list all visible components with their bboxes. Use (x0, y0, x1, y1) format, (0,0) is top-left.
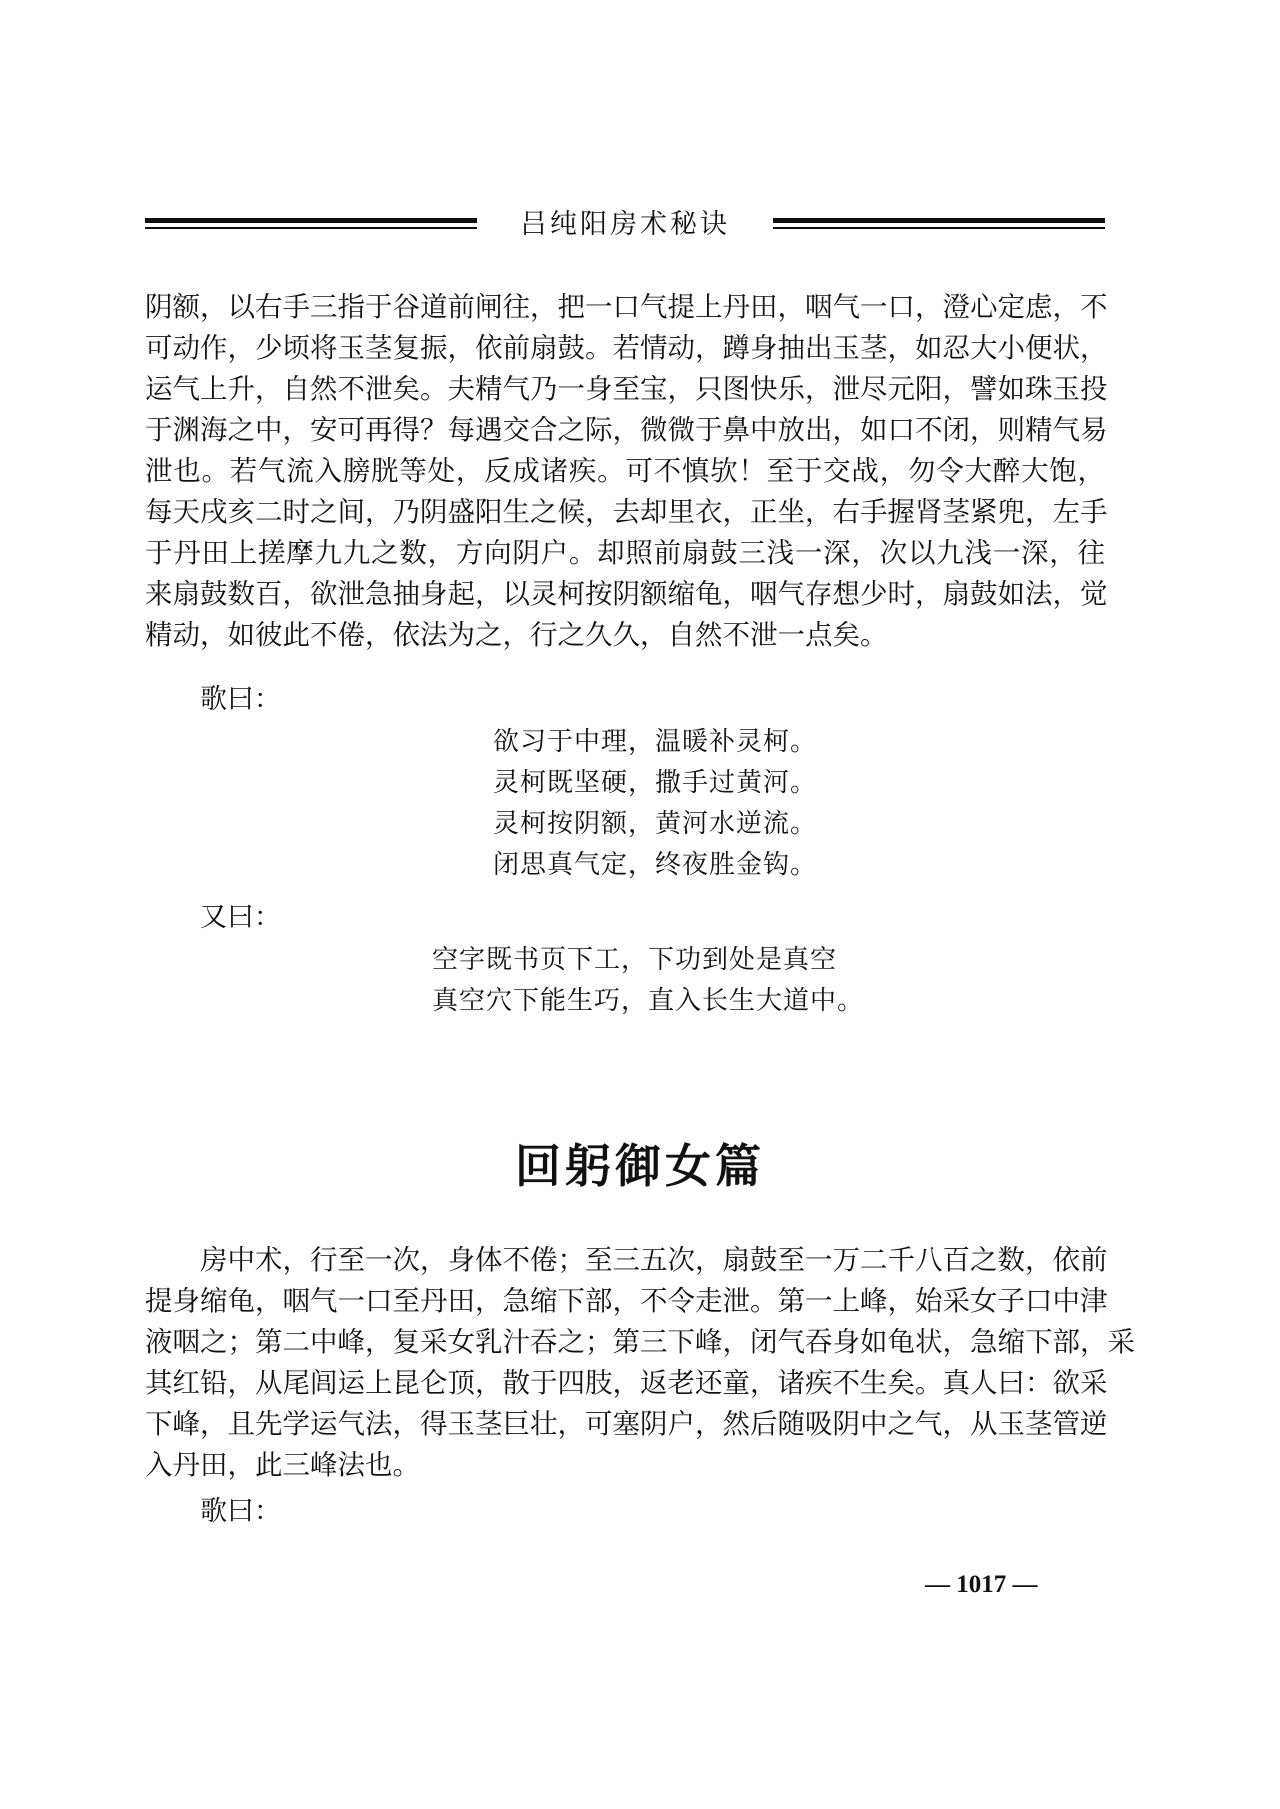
song-1-label: 歌曰： (200, 684, 281, 715)
paragraph-line: 于丹田上搓摩九九之数，方向阴户。却照前扇鼓三浅一深，次以九浅一深，往 (145, 537, 1105, 569)
paragraph-line: 房中术，行至一次，身体不倦；至三五次，扇鼓至一万二千八百之数，依前 (200, 1244, 1108, 1276)
paragraph-line: 每天戌亥二时之间，乃阴盛阳生之候，去却里衣，正坐，右手握肾茎紧兜，左手 (145, 496, 1108, 528)
paragraph-line: 液咽之；第二中峰，复采女乳汁吞之；第三下峰，闭气吞身如龟状，急缩下部，采 (145, 1326, 1135, 1358)
verse-line: 闭思真气定，终夜胜金钩。 (493, 850, 818, 880)
paragraph-line: 阴额，以右手三指于谷道前闸往，把一口气提上丹田，咽气一口，澄心定虑，不 (145, 291, 1108, 323)
page-number: — 1017 — (925, 1571, 1038, 1598)
song-2-label: 又曰： (200, 902, 281, 933)
running-header-title: 吕纯阳房术秘诀 (520, 209, 730, 240)
section-title: 回躬御女篇 (515, 1139, 765, 1193)
paragraph-line: 下峰，且先学运气法，得玉茎巨壮，可塞阴户，然后随吸阴中之气，从玉茎管逆 (145, 1408, 1108, 1440)
paragraph-line: 可动作，少顷将玉茎复振，依前扇鼓。若情动，蹲身抽出玉茎，如忍大小便状， (145, 332, 1108, 364)
header-rule-left (145, 218, 477, 232)
paragraph-line: 提身缩龟，咽气一口至丹田，急缩下部，不令走泄。第一上峰，始采女子口中津 (145, 1285, 1108, 1317)
verse-line: 灵柯既坚硬，撒手过黄河。 (493, 768, 818, 798)
paragraph-line: 精动，如彼此不倦，依法为之，行之久久，自然不泄一点矣。 (145, 619, 888, 651)
paragraph-1 (145, 287, 1108, 656)
paragraph-line: 运气上升，自然不泄矣。夫精气乃一身至宝，只图快乐，泄尽元阳，譬如珠玉投 (145, 373, 1108, 405)
paragraph-line: 泄也。若气流入膀胱等处，反成诸疾。可不慎欤！至于交战，勿令大醉大饱， (145, 455, 1105, 487)
song-2-verse (432, 940, 864, 1022)
paragraph-line: 于渊海之中，安可再得？每遇交合之际，微微于鼻中放出，如口不闭，则精气易 (145, 414, 1108, 446)
song-1-verse (493, 722, 817, 886)
paragraph-line: 入丹田，此三峰法也。 (145, 1449, 420, 1481)
paragraph-line: 其红铅，从尾闾运上昆仑顶，散于四肢，返老还童，诸疾不生矣。真人曰：欲采 (145, 1367, 1108, 1399)
verse-line: 空字既书页下工，下功到处是真空 (432, 945, 838, 975)
running-header (145, 205, 1105, 245)
verse-line: 灵柯按阴额，黄河水逆流。 (493, 809, 818, 839)
paragraph-2 (145, 1240, 1135, 1486)
verse-line: 欲习于中理，温暖补灵柯。 (493, 727, 818, 757)
verse-line: 真空穴下能生巧，直入长生大道中。 (432, 986, 865, 1016)
header-rule-right (773, 218, 1105, 232)
paragraph-line: 来扇鼓数百，欲泄急抽身起，以灵柯按阴额缩龟，咽气存想少时，扇鼓如法，觉 (145, 578, 1108, 610)
song-3-label: 歌曰： (200, 1496, 281, 1527)
